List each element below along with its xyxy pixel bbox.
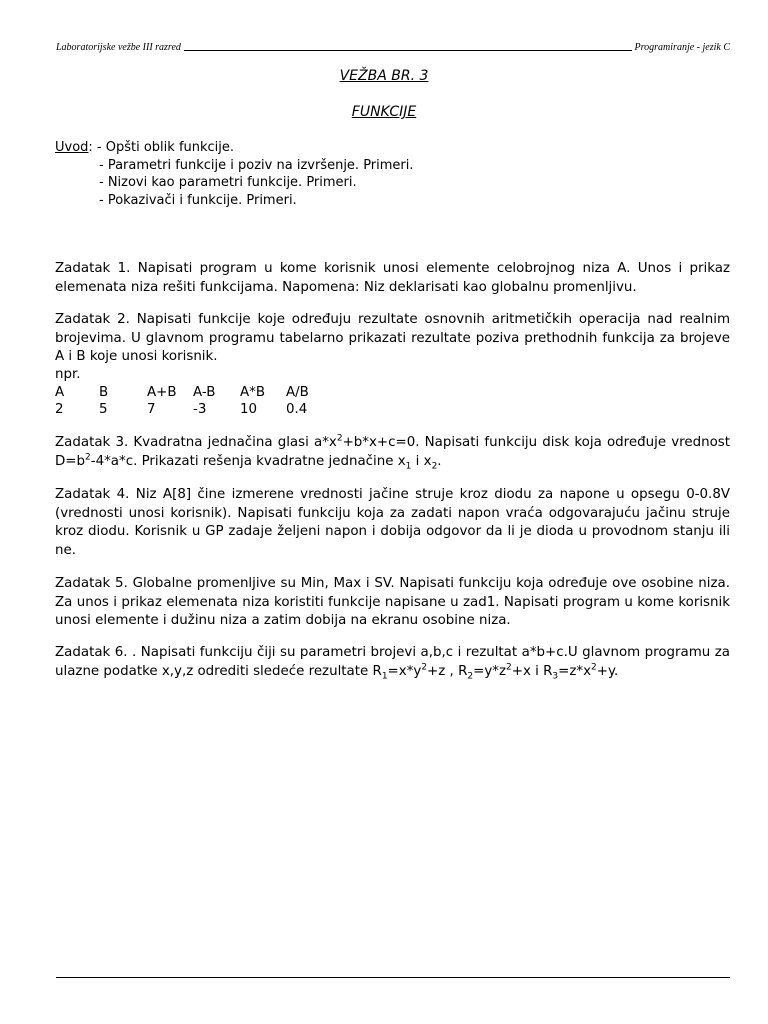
task-2: Zadatak 2. Napisati funkcije koje određuju rezultate osnovnih aritmetičkih operacija nad realnim brojevima. U glavnom programu tabelarno prikazati rezultate poziva prethodnih funkcija za brojeve A i B koje unosi korisnik. [55, 312, 730, 364]
task-5: Zadatak 5. Globalne promenljive su Min, Max i SV. Napisati funkciju koja određuje ove osobine niza. Za unos i prikaz elemenata niza koristiti funkcije napisane u zad1. Napisati program u kome korisnik unosi elemente i dužinu niza a zatim dobija na ekranu osobine niza. [55, 576, 730, 628]
intro-item: - Pokazivači i funkcije. Primeri. [99, 192, 297, 208]
table-header-cell: A*B [240, 384, 266, 400]
example-table [55, 366, 326, 419]
task-6-text: =y*z [473, 663, 506, 679]
task-6-text: +z , R [427, 663, 468, 679]
task-3-text: +b*x+c=0. Napisati funkciju disk koja određuje vrednost D=b [55, 435, 730, 469]
superscript: 2 [336, 433, 343, 444]
footer-rule [56, 977, 730, 978]
task-3-text: -4*a*c. Prikazati rešenja kvadratne jednačine x [90, 453, 406, 469]
task-6-text: =z*x [558, 663, 592, 679]
task-6-text: +y. [596, 663, 619, 679]
intro-item: - Parametri funkcije i poziv na izvršenje. Primeri. [99, 157, 414, 173]
superscript: 2 [505, 662, 512, 673]
table-header-cell: A [55, 384, 65, 400]
superscript: 2 [421, 662, 428, 673]
table-header-cell: A+B [147, 384, 177, 400]
example-label: npr. [55, 367, 81, 382]
header-left: Laboratorijske vežbe III razred [56, 42, 181, 53]
subscript: 2 [431, 461, 438, 472]
table-cell: 10 [240, 402, 258, 417]
page-header [56, 42, 730, 53]
table-cell: 7 [147, 402, 156, 417]
table-header-cell: A/B [286, 384, 309, 400]
intro-first: : - Opšti oblik funkcije. [88, 140, 235, 155]
task-3-text: Zadatak 3. Kvadratna jednačina glasi a*x [55, 435, 337, 450]
task-6-text: =x*y [387, 663, 422, 679]
table-cell: 5 [99, 402, 108, 417]
table-header-cell: A-B [193, 384, 216, 400]
superscript: 2 [85, 452, 91, 463]
page-subtitle: FUNKCIJE [351, 104, 417, 120]
superscript: 2 [591, 662, 597, 673]
table-header-cell: B [99, 384, 109, 400]
header-right: Programiranje - jezik C [634, 42, 730, 53]
table-cell: 0.4 [286, 402, 308, 417]
subscript: 1 [381, 671, 388, 682]
table-cell: -3 [193, 402, 207, 417]
header-rule [184, 50, 632, 51]
table-cell: 2 [55, 402, 64, 417]
intro-label: Uvod [55, 140, 89, 155]
task-3-text: i x [411, 453, 432, 469]
subscript: 1 [405, 461, 412, 472]
table-row [55, 401, 326, 419]
task-6 [55, 644, 730, 681]
task-4: Zadatak 4. Niz A[8] čine izmerene vrednosti jačine struje kroz diodu za napone u opsegu 0-0.8V (vrednosti unosi korisnik). Napisati funkciju koja za zadati napon vraća odgovarajuću jačinu struje kroz diodu. Korisnik u GP zadaje željeni napon i dobija odgovor da li je dioda u provodnom stanju ili ne. [55, 487, 730, 558]
intro-section [55, 139, 655, 209]
page-title: VEŽBA BR. 3 [339, 68, 429, 84]
subscript: 3 [552, 671, 559, 682]
table-header-row [55, 384, 326, 402]
intro-item: - Nizovi kao parametri funkcije. Primeri. [99, 175, 357, 190]
subscript: 2 [467, 671, 474, 682]
task-6-text: +x i R [511, 663, 553, 679]
task-3-text: . [437, 453, 442, 469]
task-6-text: Zadatak 6. . Napisati funkciju čiji su parametri brojevi a,b,c i rezultat a*b+c.U glavnom programu za ulazne podatke x,y,z odrediti sledeće rezultate R [55, 645, 730, 679]
task-1: Zadatak 1. Napisati program u kome korisnik unosi elemente celobrojnog niza A. Unos i prikaz elemenata niza rešiti funkcijama. Napomena: Niz deklarisati kao globalnu promenljivu. [55, 261, 730, 295]
task-3 [55, 434, 730, 471]
